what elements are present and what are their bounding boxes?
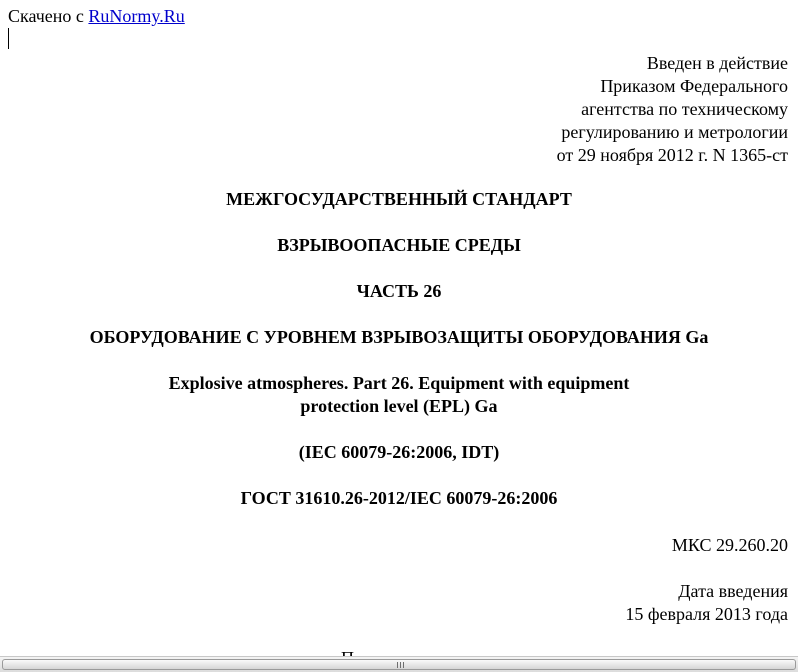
approval-block [557,52,788,167]
standard-type: МЕЖГОСУДАРСТВЕННЫЙ СТАНДАРТ [226,189,572,209]
scrollbar-thumb[interactable] [2,659,796,670]
english-title [0,372,798,418]
approval-line: регулированию и метрологии [561,122,788,142]
cutoff-text [341,648,354,656]
source-prefix: Скачено с [8,6,84,26]
english-title-line: Explosive atmospheres. Part 26. Equipment with equipment [168,373,630,393]
approval-line: от 29 ноября 2012 г. N 1365-ст [556,145,788,165]
approval-line: Приказом Федерального [600,76,788,96]
approval-line: Введен в действие [646,53,788,73]
standard-designation: ГОСТ 31610.26-2012/IEC 60079-26:2006 [240,488,558,508]
approval-line: агентства по техническому [581,99,788,119]
grip-icon [396,662,406,668]
source-link[interactable]: RuNormy.Ru [88,6,185,26]
horizontal-scrollbar[interactable] [0,656,798,672]
standard-title: ВЗРЫВООПАСНЫЕ СРЕДЫ [277,235,521,255]
intro-date-label: Дата введения [678,581,788,601]
source-line [8,6,185,26]
text-cursor [8,28,9,49]
english-title-line: protection level (EPL) Ga [300,396,498,416]
standard-subtitle: ОБОРУДОВАНИЕ С УРОВНЕМ ВЗРЫВОЗАЩИТЫ ОБОРУДОВАНИЯ Ga [89,327,709,347]
mks-code: МКС 29.260.20 [671,535,788,555]
standard-part: ЧАСТЬ 26 [356,281,442,301]
intro-date-value: 15 февраля 2013 года [625,604,788,624]
iec-reference: (IEC 60079-26:2006, IDT) [298,442,500,462]
intro-date-block [625,580,788,626]
